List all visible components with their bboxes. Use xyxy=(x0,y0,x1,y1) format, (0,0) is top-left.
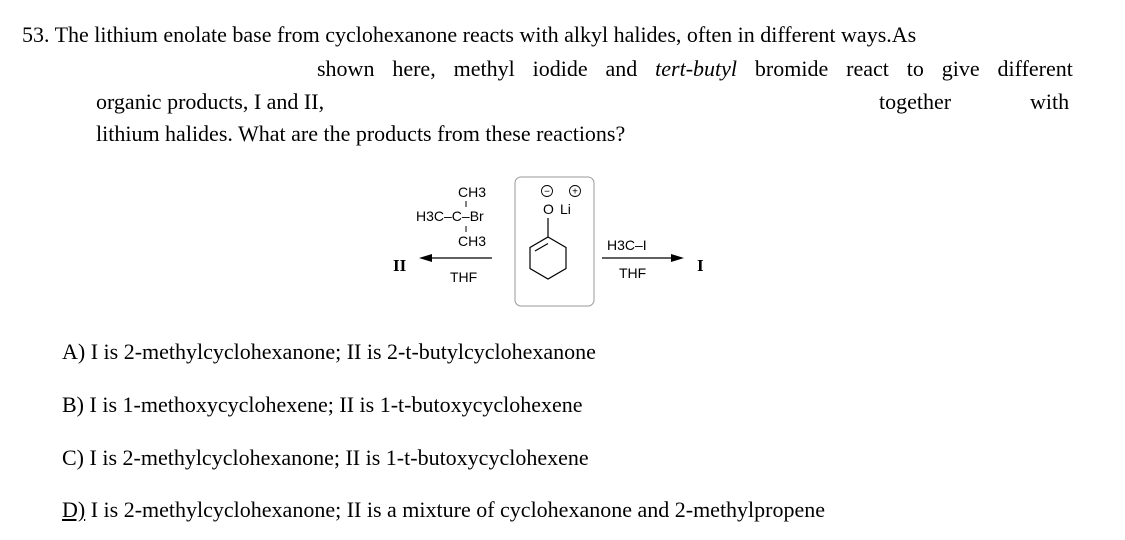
option-text: I is 1-methoxycyclohexene; II is 1-t-butoxycyclohexene xyxy=(84,392,583,417)
question-word: and xyxy=(605,56,638,81)
option-letter: C) xyxy=(62,445,84,470)
option-letter: A) xyxy=(62,339,86,364)
product-I: I xyxy=(697,256,704,275)
option-c[interactable] xyxy=(62,445,589,471)
enolate-box xyxy=(515,177,594,306)
product-II: II xyxy=(393,256,407,275)
question-word: methyl xyxy=(453,56,515,81)
option-a[interactable] xyxy=(62,339,596,365)
reagent-methyl-iodide: H3C–I xyxy=(607,237,647,253)
reaction-scheme xyxy=(380,170,720,315)
option-b[interactable] xyxy=(62,392,583,418)
arrow-left-head xyxy=(419,254,432,262)
option-letter-correct: D) xyxy=(62,497,86,522)
question-word: different xyxy=(997,56,1073,81)
question-line-4: lithium halides. What are the products from these reactions? xyxy=(96,121,626,146)
question-word: here, xyxy=(392,56,436,81)
reagent-ch3-bottom: CH3 xyxy=(458,233,487,249)
reagent-ch3-top: CH3 xyxy=(458,184,487,200)
question-line-3-right: with xyxy=(1030,89,1070,114)
question-word: react xyxy=(846,56,889,81)
solvent-right: THF xyxy=(619,265,647,281)
question-line-3-left: organic products, I and II, xyxy=(96,89,325,114)
plus-charge: + xyxy=(572,186,578,198)
minus-charge: − xyxy=(544,186,550,198)
enolate-lithium: Li xyxy=(560,201,571,217)
option-letter: B) xyxy=(62,392,84,417)
question-word: give xyxy=(941,56,980,81)
option-text: I is 2-methylcyclohexanone; II is a mixture of cyclohexanone and 2-methylpropene xyxy=(85,497,826,522)
question-line-1: 53. The lithium enolate base from cyclohexanone reacts with alkyl halides, often in different ways.As xyxy=(22,22,917,47)
question-word: iodide xyxy=(532,56,588,81)
option-text: I is 2-methylcyclohexanone; II is 2-t-butylcyclohexanone xyxy=(85,339,596,364)
question-word: shown xyxy=(317,56,375,81)
option-d[interactable] xyxy=(62,497,825,523)
reagent-tbutyl-bromide: H3C–C–Br xyxy=(416,208,484,224)
question-line-3-mid: together xyxy=(879,89,952,114)
enolate-oxygen: O xyxy=(543,201,554,217)
question-word-italic: tert-butyl xyxy=(655,56,738,81)
question-word: to xyxy=(906,56,924,81)
solvent-left: THF xyxy=(450,269,478,285)
arrow-right-head xyxy=(671,254,684,262)
option-text: I is 2-methylcyclohexanone; II is 1-t-butoxycyclohexene xyxy=(84,445,589,470)
question-line-2 xyxy=(317,56,1073,82)
question-word: bromide xyxy=(754,56,829,81)
